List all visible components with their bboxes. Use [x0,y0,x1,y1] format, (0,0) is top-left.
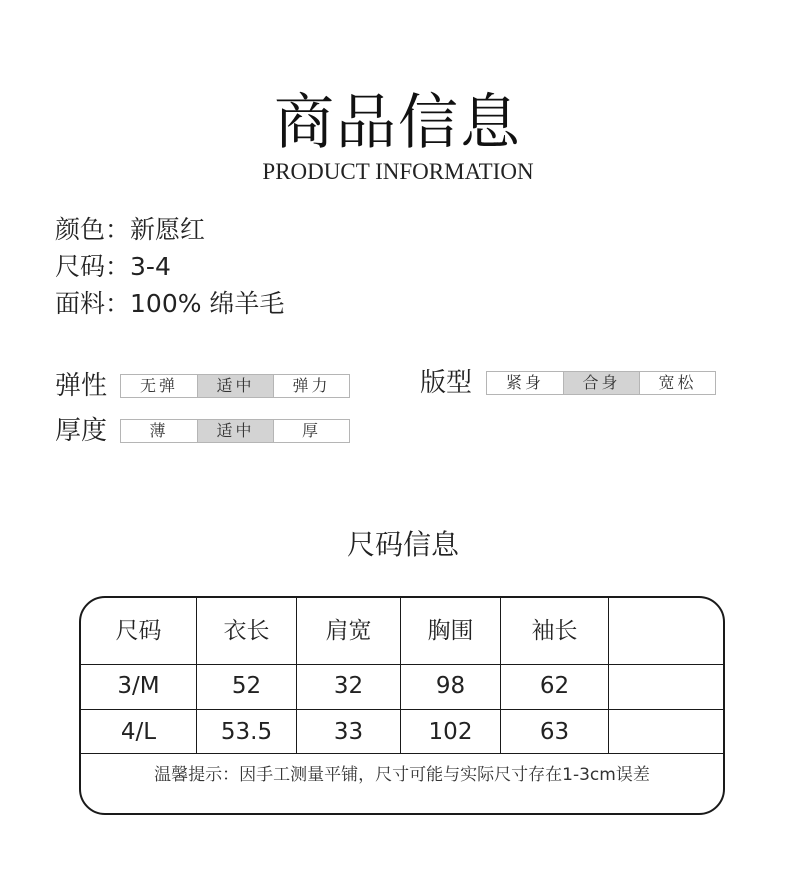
fabric-value: 100% 绵羊毛 [130,289,285,318]
fit-label: 版型 [420,368,473,398]
table-row [81,664,723,710]
fabric-label: 面料： [55,289,131,318]
table-cell [608,709,723,753]
color-label: 颜色： [55,215,131,244]
table-cell: 53.5 [196,709,296,753]
table-cell [608,664,723,709]
thickness-label: 厚度 [55,416,108,446]
table-header-cell: 胸围 [400,598,500,664]
size-label: 尺码： [55,252,131,281]
thickness-option: 适中 [197,420,273,442]
fit-scale [486,371,716,395]
measurement-note: 温馨提示：因手工测量平铺，尺寸可能与实际尺寸存在1-3cm误差 [154,765,650,785]
elasticity-scale [120,374,350,398]
elasticity-label: 弹性 [55,371,108,401]
table-header-cell: 肩宽 [296,598,400,664]
table-cell: 33 [296,709,400,753]
table-cell: 4/L [120,719,157,745]
table-cell: 63 [500,709,608,753]
table-header-cell: 尺码 [115,618,162,644]
size-info [55,251,171,283]
table-header-cell: 衣长 [196,598,296,664]
page-title: 商品信息 [274,88,522,158]
table-header-cell: 袖长 [500,598,608,664]
fit-option: 紧身 [505,373,544,392]
page-subtitle: PRODUCT INFORMATION [262,159,534,184]
thickness-scale [120,419,350,443]
color-value: 新愿红 [130,215,206,244]
elasticity-attribute [55,371,355,404]
fabric-info [55,288,284,320]
size-section-title: 尺码信息 [346,528,459,561]
table-cell: 52 [196,664,296,709]
table-cell: 32 [296,664,400,709]
size-value: 3-4 [130,252,171,281]
elasticity-option: 无弹 [139,376,178,395]
thickness-option: 薄 [149,421,169,440]
table-cell: 98 [400,664,500,709]
table-header-row [81,598,723,665]
fit-attribute [420,368,722,401]
table-row [81,709,723,754]
thickness-option: 厚 [273,420,349,442]
table-cell: 102 [400,709,500,753]
elasticity-option: 适中 [197,375,273,397]
fit-option: 合身 [563,372,639,394]
table-cell: 3/M [117,673,160,699]
table-header-cell [608,598,723,664]
thickness-attribute [55,416,355,449]
size-table [79,596,725,815]
table-cell: 62 [500,664,608,709]
elasticity-option: 弹力 [273,375,349,397]
color-info [55,214,205,246]
fit-option: 宽松 [639,372,715,394]
